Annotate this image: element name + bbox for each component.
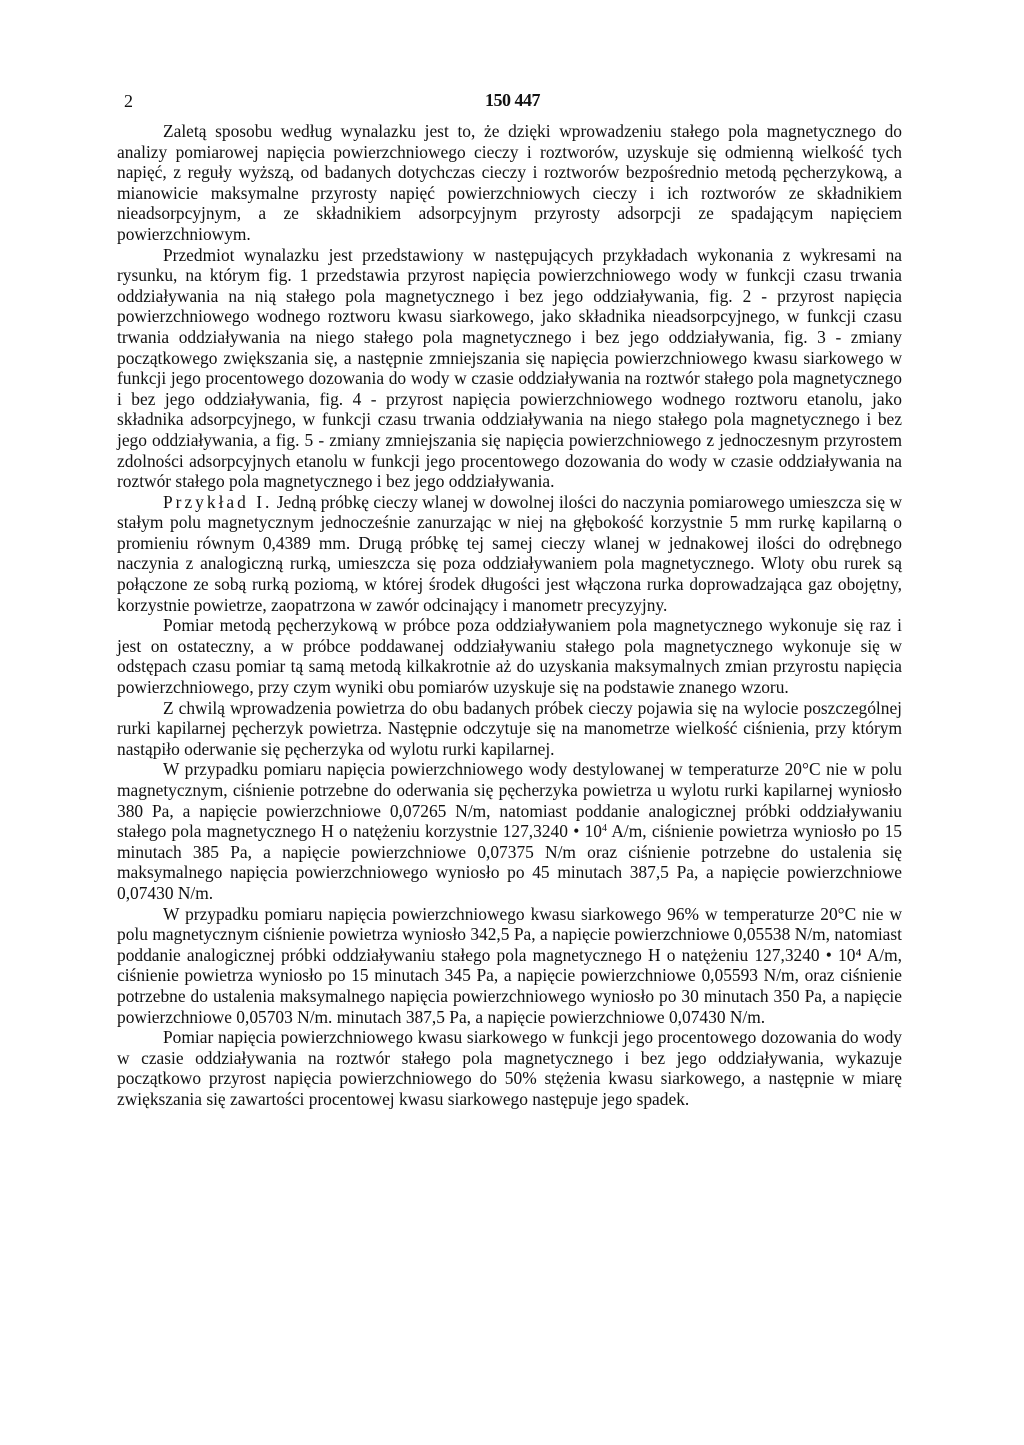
- paragraph-air: Z chwilą wprowadzenia powietrza do obu badanych próbek cieczy pojawia się na wylocie poszczególnej rurki kapilarnej pęcherzyk powietrza. Następnie odczytuje się na manometrze wielkość ciśnienia, przy którym nastąpiło oderwanie się pęcherzyka od wylotu rurki kapilarnej.: [117, 697, 902, 759]
- paragraph-sulfuric-acid: W przypadku pomiaru napięcia powierzchniowego kwasu siarkowego 96% w temperaturze 20°C nie w polu magnetycznym ciśnienie powietrza wyniosło 342,5 Pa, a napięcie powierzchniowe 0,05538 N/m, natomiast poddanie analogicznej próbki oddziaływaniu stałego pola magnetycznego H o natężeniu 127,3240 • 10⁴ A/m, ciśnienie powietrza wyniosło po 15 minutach 345 Pa, a napięcie powierzchniowe 0,05593 N/m, oraz ciśnienie potrzebne do ustalenia maksymalnego napięcia powierzchniowego wyniosło po 30 minutach 350 Pa, a napięcie powierzchniowe 0,05703 N/m. minutach 387,5 Pa, a napięcie powierzchniowe 0,07430 N/m.: [117, 903, 902, 1027]
- paragraph-example-1: [117, 492, 902, 616]
- water-text-b: A/m, ciśnienie powietrza wyniosło po 15 minutach 385 Pa, a napięcie powierzchniowe 0,07375 N/m oraz ciśnienie potrzebne do ustalenia się maksymalnego napięcia powierzchniowego wyniosło po 45 minutach 387,5 Pa, a napięcie powierzchniowe 0,07430 N/m.: [117, 821, 902, 903]
- paragraph-advantage: Zaletą sposobu według wynalazku jest to, że dzięki wprowadzeniu stałego pola magnetycznego do analizy pomiarowej napięcia powierzchniowego cieczy i roztworów, uzyskuje się odmienną wielkość tych napięć, z reguły wyższą, od badanych dotychczas cieczy i roztworów bezpośrednio metodą pęcherzykową, a mianowicie maksymalne przyrosty napięć powierzchniowych cieczy i ich roztworów ze składnikiem nieadsorpcyjnym, a ze składnikiem adsorpcyjnym przyrosty adsorpcji ze spadającym napięciem powierzchniowym.: [117, 121, 902, 244]
- example-label: Przykład I.: [163, 491, 273, 512]
- paragraph-dosing: Pomiar napięcia powierzchniowego kwasu siarkowego w funkcji jego procentowego dozowania do wody w czasie oddziaływania na roztwór stałego pola magnetycznego i bez jego oddziaływania, wykazuje początkowo przyrost napięcia powierzchniowego do 50% stężenia kwasu siarkowego, a następnie w miarę zwiększania się zawartości procentowej kwasu siarkowego następuje jego spadek.: [117, 1027, 902, 1109]
- water-exponent: 4: [602, 823, 607, 835]
- paragraph-water: [117, 759, 902, 903]
- document-body: [117, 121, 902, 1110]
- paragraph-method: Pomiar metodą pęcherzykową w próbce poza oddziaływaniem pola magnetycznego wykonuje się raz i jest on ostateczny, a w próbce poddawanej oddziaływaniu stałego pola magnetycznego wykonuje się w odstępach czasu pomiar tą samą metodą kilkakrotnie aż do uzyskania maksymalnych zmian przyrostu napięcia powierzchniowego, przy czym wyniki obu pomiarów uzyskuje się na podstawie znanego wzoru.: [117, 615, 902, 698]
- document-number: 150 447: [485, 90, 540, 110]
- paragraph-figures: Przedmiot wynalazku jest przedstawiony w następujących przykładach wykonania z wykresami na rysunku, na którym fig. 1 przedstawia przyrost napięcia powierzchniowego wody w funkcji czasu trwania oddziaływania na nią stałego pola magnetycznego i bez jego oddziaływania, fig. 2 - przyrost napięcia powierzchniowego wodnego roztworu kwasu siarkowego, jako składnika nieadsorpcyjnego, w funkcji czasu trwania oddziaływania na niego stałego pola magnetycznego i bez jego oddziaływania, fig. 3 - zmiany początkowego zwiększania się, a następnie zmniejszania się napięcia powierzchniowego kwasu siarkowego w funkcji jego procentowego dozowania do wody w czasie oddziaływania na roztwór stałego pola magnetycznego i bez jego oddziaływania, fig. 4 - przyrost napięcia powierzchniowego wodnego roztworu etanolu, jako składnika adsorpcyjnego, w funkcji czasu trwania oddziaływania na niego stałego pola magnetycznego i bez jego oddziaływania, a fig. 5 - zmiany zmniejszania się napięcia powierzchniowego z jednoczesnym przyrostem zdolności adsorpcyjnych etanolu w funkcji jego procentowego dozowania do wody w czasie oddziaływania na roztwór stałego pola magnetycznego i bez jego oddziaływania.: [117, 244, 902, 492]
- example-text: Jedną próbkę cieczy wlanej w dowolnej ilości do naczynia pomiarowego umieszcza się w stałym polu magnetycznym jednocześnie zanurzając w niej na głębokość korzystnie 5 mm rurkę kapilarną o promieniu równym 0,4389 mm. Drugą próbkę tej samej cieczy wlanej w jednakowej ilości do odrębnego naczynia z analogiczną rurką, umieszcza się poza oddziaływaniem pola magnetycznego. Wloty obu rurek są połączone ze sobą rurką poziomą, w której środek długości jest włączona rurka doprowadzająca gaz obojętny, korzystnie powietrze, zaopatrzona w zawór odcinający i manometr precyzyjny.: [117, 491, 902, 615]
- page-number: 2: [124, 91, 133, 111]
- water-text-a: W przypadku pomiaru napięcia powierzchniowego wody destylowanej w temperaturze 20°C nie w polu magnetycznym, ciśnienie potrzebne do oderwania się pęcherzyka powietrza u wylotu rurki kapilarnej wyniosło 380 Pa, a napięcie powierzchniowe 0,07265 N/m, natomiast poddanie analogicznej próbki oddziaływaniu stałego pola magnetycznego H o natężeniu korzystnie 127,3240 • 10: [117, 759, 902, 842]
